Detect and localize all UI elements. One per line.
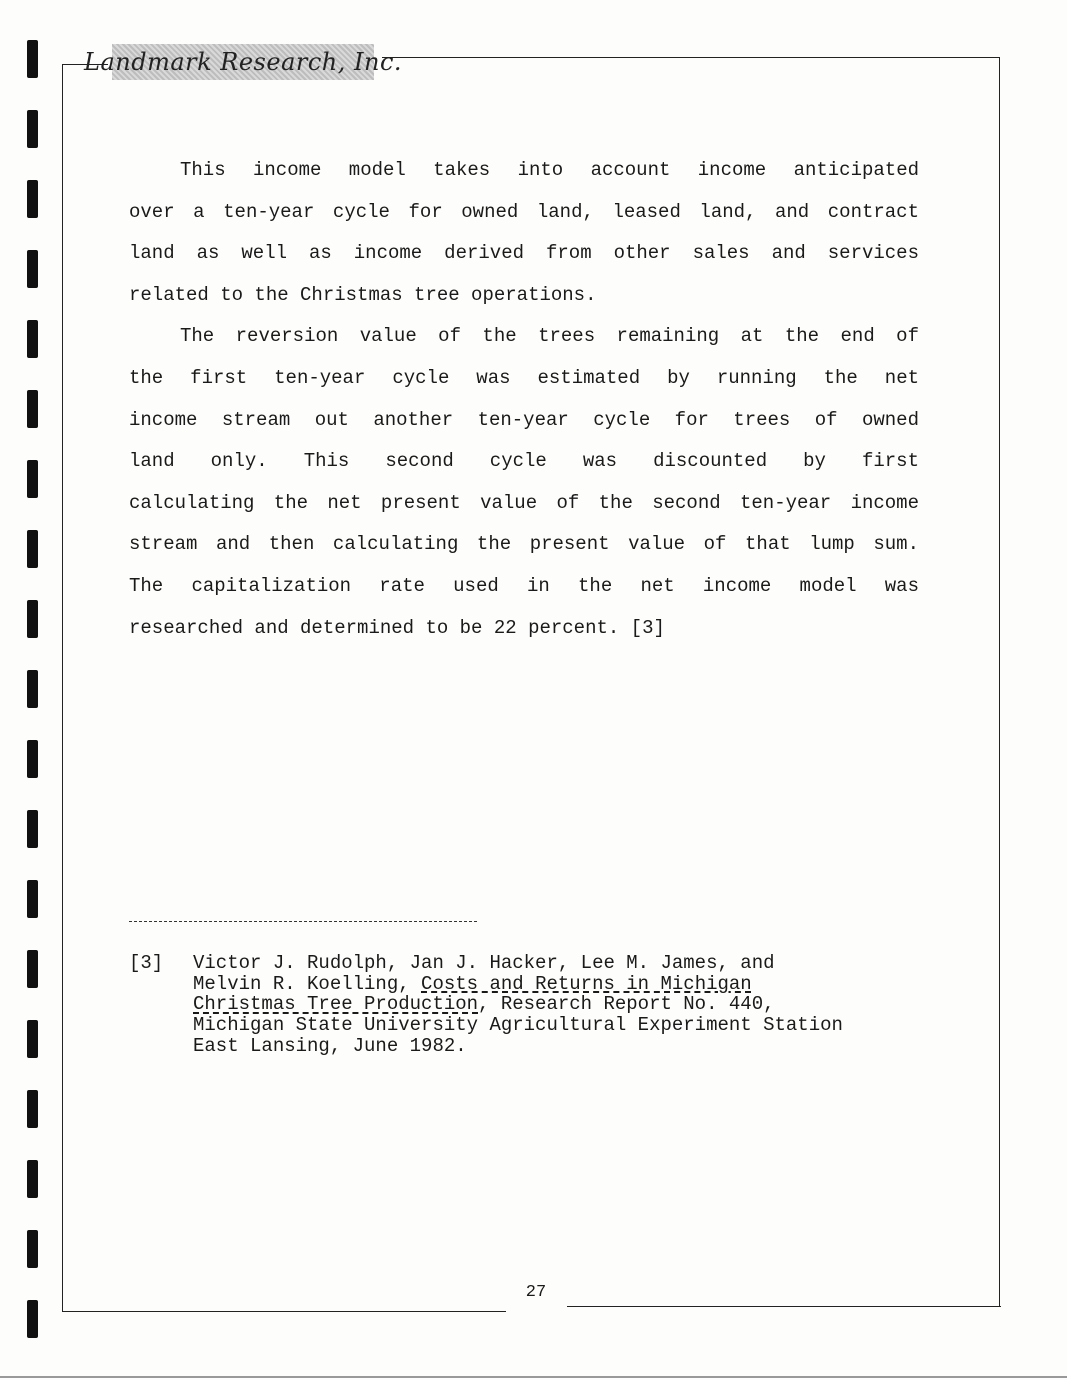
body-line: land only. This second cycle was discounted by first [129,450,919,473]
footnote-marker: [3] [129,952,164,974]
binder-hole [27,460,38,498]
body-line: over a ten-year cycle for owned land, leased land, and contract [129,200,919,223]
body-line: The capitalization rate used in the net income model was [129,574,919,597]
company-logo-text: Landmark Research, Inc. [84,48,403,76]
binder-hole [27,320,38,358]
binder-hole [27,950,38,988]
footnote-line: East Lansing, June 1982. [193,1034,467,1057]
binder-hole [27,180,38,218]
binder-hole [27,110,38,148]
binder-holes [27,0,39,1380]
frame-border-bottom-left [62,1311,506,1312]
binder-hole [27,530,38,568]
body-line: This income model takes into account income anticipated [180,159,919,181]
body-text [129,150,919,649]
frame-border-right [999,57,1000,1307]
footnote-text: , Research Report No. 440, [478,993,775,1016]
binder-hole [27,1230,38,1268]
binder-hole [27,1300,38,1338]
body-line: related to the Christmas tree operations. [129,283,597,306]
footnote-separator [129,921,477,922]
body-line: the first ten-year cycle was estimated by running the net [129,366,919,389]
binder-hole [27,740,38,778]
footnote-line: Michigan State University Agricultural Experiment Station [193,1014,843,1037]
binder-hole [27,40,38,78]
binder-hole [27,880,38,918]
scan-edge [0,1376,1067,1378]
binder-hole [27,600,38,638]
footnote-line [193,994,919,1015]
body-line: land as well as income derived from other sales and services [129,242,919,265]
page-number: 27 [525,1283,547,1302]
body-line: stream and then calculating the present value of that lump sum. [129,533,919,556]
binder-hole [27,1090,38,1128]
binder-hole [27,810,38,848]
binder-hole [27,250,38,288]
footnote-line: Victor J. Rudolph, Jan J. Hacker, Lee M. James, and [193,952,775,974]
body-line: The reversion value of the trees remaining at the end of [180,325,919,348]
footnote-title: Christmas Tree Production [193,993,479,1016]
body-line: calculating the net present value of the second ten-year income [129,491,919,514]
footnote-text: Melvin R. Koelling, [193,972,422,995]
frame-border-top-right [382,57,1000,58]
frame-border-left [62,64,63,1312]
body-line: researched and determined to be 22 percent. [3] [129,616,665,639]
footnote-citation [193,953,919,1056]
binder-hole [27,390,38,428]
footnote-title: Costs and Returns in Michigan [421,972,752,995]
company-logo [84,44,403,80]
footnote-line [193,974,919,995]
frame-border-bottom-right [567,1306,1001,1307]
binder-hole [27,1020,38,1058]
binder-hole [27,1160,38,1198]
body-line: income stream out another ten-year cycle for trees of owned [129,408,919,431]
binder-hole [27,670,38,708]
